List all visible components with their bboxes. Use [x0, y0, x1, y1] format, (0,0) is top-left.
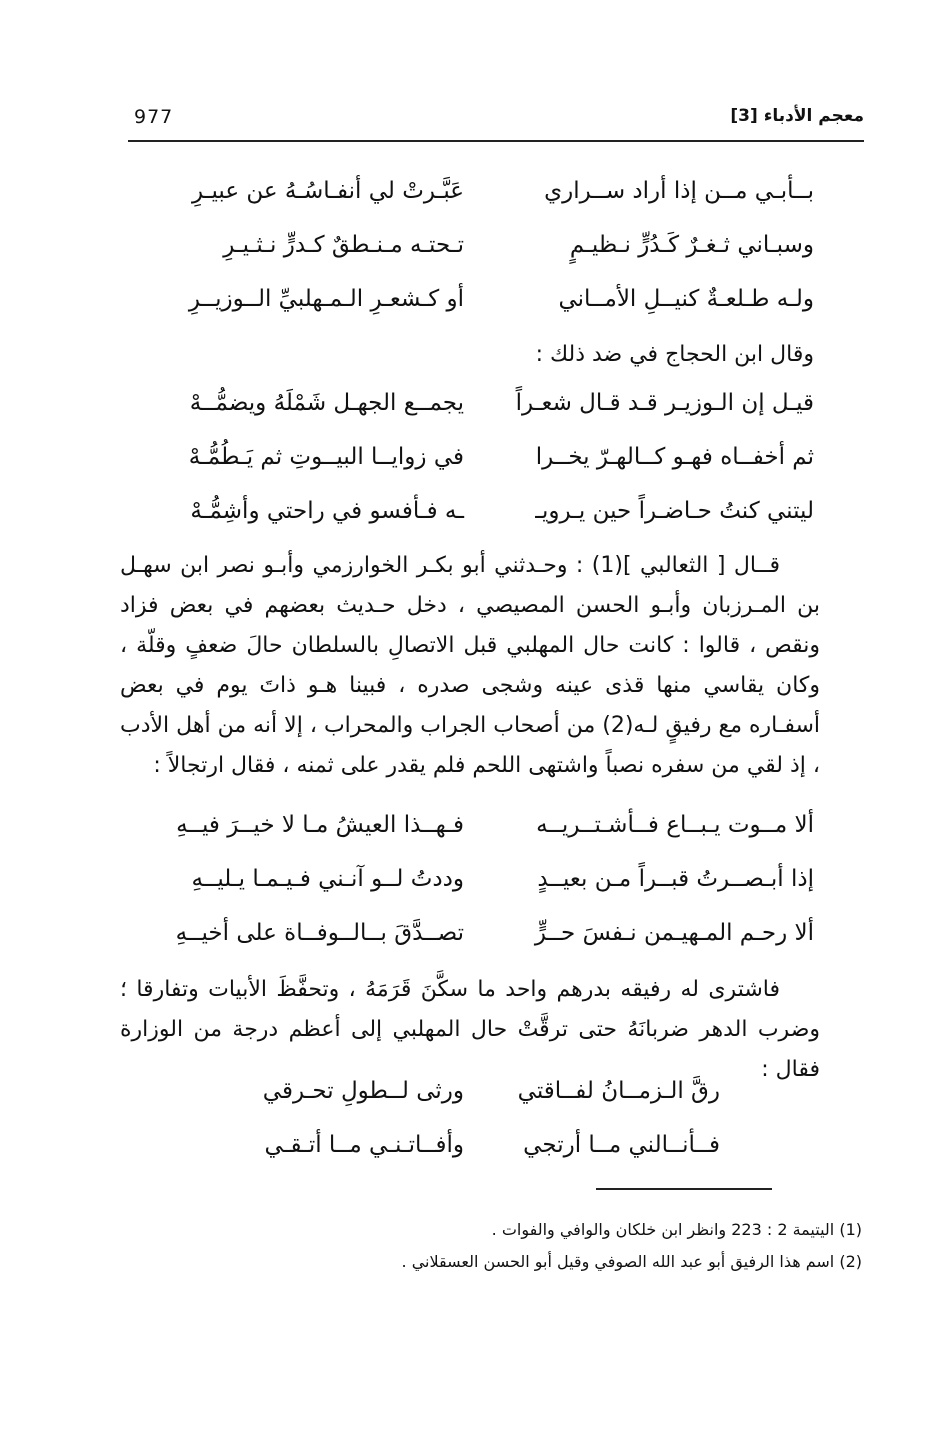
verse-second-hemistich: فـهــذا العيشُ مـا لا خيــرَ فيــهِ — [176, 812, 464, 838]
verse-first-hemistich: بــأبـي مــن إذا أراد ســراري — [544, 178, 814, 204]
verse-first-hemistich: وسبـاني ثـغـرٌ كَـدُرٍّ نـظيـمٍ — [569, 232, 814, 258]
verse-block-4 — [0, 1078, 944, 1186]
verse-block-3 — [0, 812, 944, 974]
verse-second-hemistich: وأفــاتـنـي مــا أتـقـي — [264, 1132, 464, 1158]
verse-first-hemistich: ولـه طـلعـةٌ كنيــلِ الأمــاني — [558, 286, 814, 312]
verse-second-hemistich: ـه فـأفسو في راحتي وأشِمُّـهْ — [190, 498, 464, 524]
verse-second-hemistich: يجمــع الجهـل شَمْلَهُ ويضمُّــهْ — [189, 390, 464, 416]
verse-first-hemistich: ألا رحـم المـهيـمن نـفسَ حــرٍّ — [534, 920, 814, 946]
verse-first-hemistich: ليتني كنتُ حـاضـراً حين يـرويـ — [535, 498, 814, 524]
footnote-1: (1) اليتيمة 2 : 223 وانظر ابن خلكان والوافي والفوات . — [491, 1220, 862, 1239]
running-header — [128, 104, 864, 142]
verse-block-2 — [0, 390, 944, 552]
verse-line — [0, 498, 944, 552]
verse-first-hemistich: رقَّ الـزمــانُ لفــاقتي — [517, 1078, 720, 1104]
footnote-2: (2) اسم هذا الرفيق أبو عبد الله الصوفي وقيل أبو الحسن العسقلاني . — [401, 1252, 862, 1271]
verse-line — [0, 232, 944, 286]
verse-line — [0, 178, 944, 232]
book-title: معجم الأدباء [3] — [730, 106, 864, 126]
intro-line: وقال ابن الحجاج في ضد ذلك : — [535, 342, 814, 367]
verse-first-hemistich: ألا مــوت يـبــاع فــأشـتــريــه — [536, 812, 814, 838]
verse-first-hemistich: ثم أخفــاه فهـو كــالهـرّ يخــرا — [535, 444, 814, 470]
verse-line — [0, 866, 944, 920]
verse-line — [0, 920, 944, 974]
prose-text: فاشترى له رفيقه بدرهم واحد ما سكَّنَ قَرَمَهُ ، وتحفَّظَ الأبيات وتفارقا ؛ وضرب الدهر ضربانَهُ حتى ترقَّتْ حال المهلبي إلى أعظم درجة من الوزارة فقال : — [120, 977, 820, 1082]
footnote-divider — [596, 1188, 772, 1190]
verse-line — [0, 1132, 944, 1186]
verse-block-1 — [0, 178, 944, 340]
verse-second-hemistich: في زوايــا البيــوتِ ثم يَـطُمُّـهْ — [188, 444, 464, 470]
page-number: 977 — [134, 106, 174, 128]
prose-text: قــال [ الثعالبي ](1) : وحـدثني أبو بكـر الخوارزمي وأبـو نصر ابن سهـل بن المـرزبان وأبـو الحسن المصيصي ، دخل حـديث بعضهم في بعض فزاد ونقص ، قالوا : كانت حال المهلبي قبل الاتصالِ بالسلطان حالَ ضعفٍ وقلّة ، وكان يقاسي منها قذى عينه وشجى صدره ، فبينا هـو ذاتَ يوم في بعض أسفـاره مع رفيقٍ لـه(2) من أصحاب الجراب والمحراب ، إلا أنه من أهل الأدب ، إذ لقي من سفره نصباً واشتهى اللحم فلم يقدر على ثمنه ، فقال ارتجالاً : — [120, 553, 820, 778]
verse-second-hemistich: عَبَّـرتْ لي أنفـاسُـهُ عن عبيـرِ — [192, 178, 464, 204]
footnotes — [162, 1214, 862, 1278]
verse-first-hemistich: إذا أبـصــرتُ قبــراً مـن بعيــدٍ — [537, 866, 814, 892]
verse-line — [0, 444, 944, 498]
verse-line — [0, 286, 944, 340]
verse-first-hemistich: قيـل إن الـوزيـر قـد قـال شعـراً — [515, 390, 814, 416]
verse-first-hemistich: فــأنــالني مــا أرتجي — [523, 1132, 720, 1158]
verse-second-hemistich: أو كـشعـرِ الـمـهلبيِّ الــوزيــرِ — [188, 286, 464, 312]
verse-line — [0, 390, 944, 444]
verse-second-hemistich: وددتُ لــو آنـني فـيـمـا يـليــهِ — [191, 866, 464, 892]
verse-second-hemistich: ورثى لــطولِ تحـرقي — [262, 1078, 464, 1104]
verse-second-hemistich: تصــدَّقَ بــالــوفــاة على أخيــهِ — [175, 920, 464, 946]
prose-paragraph-1 — [120, 546, 820, 786]
prose-paragraph-2 — [120, 970, 820, 1090]
verse-line — [0, 1078, 944, 1132]
verse-second-hemistich: تـحتـه مـنـطقٌ كـدرٍّ نـثـيـرِ — [223, 232, 464, 258]
verse-line — [0, 812, 944, 866]
